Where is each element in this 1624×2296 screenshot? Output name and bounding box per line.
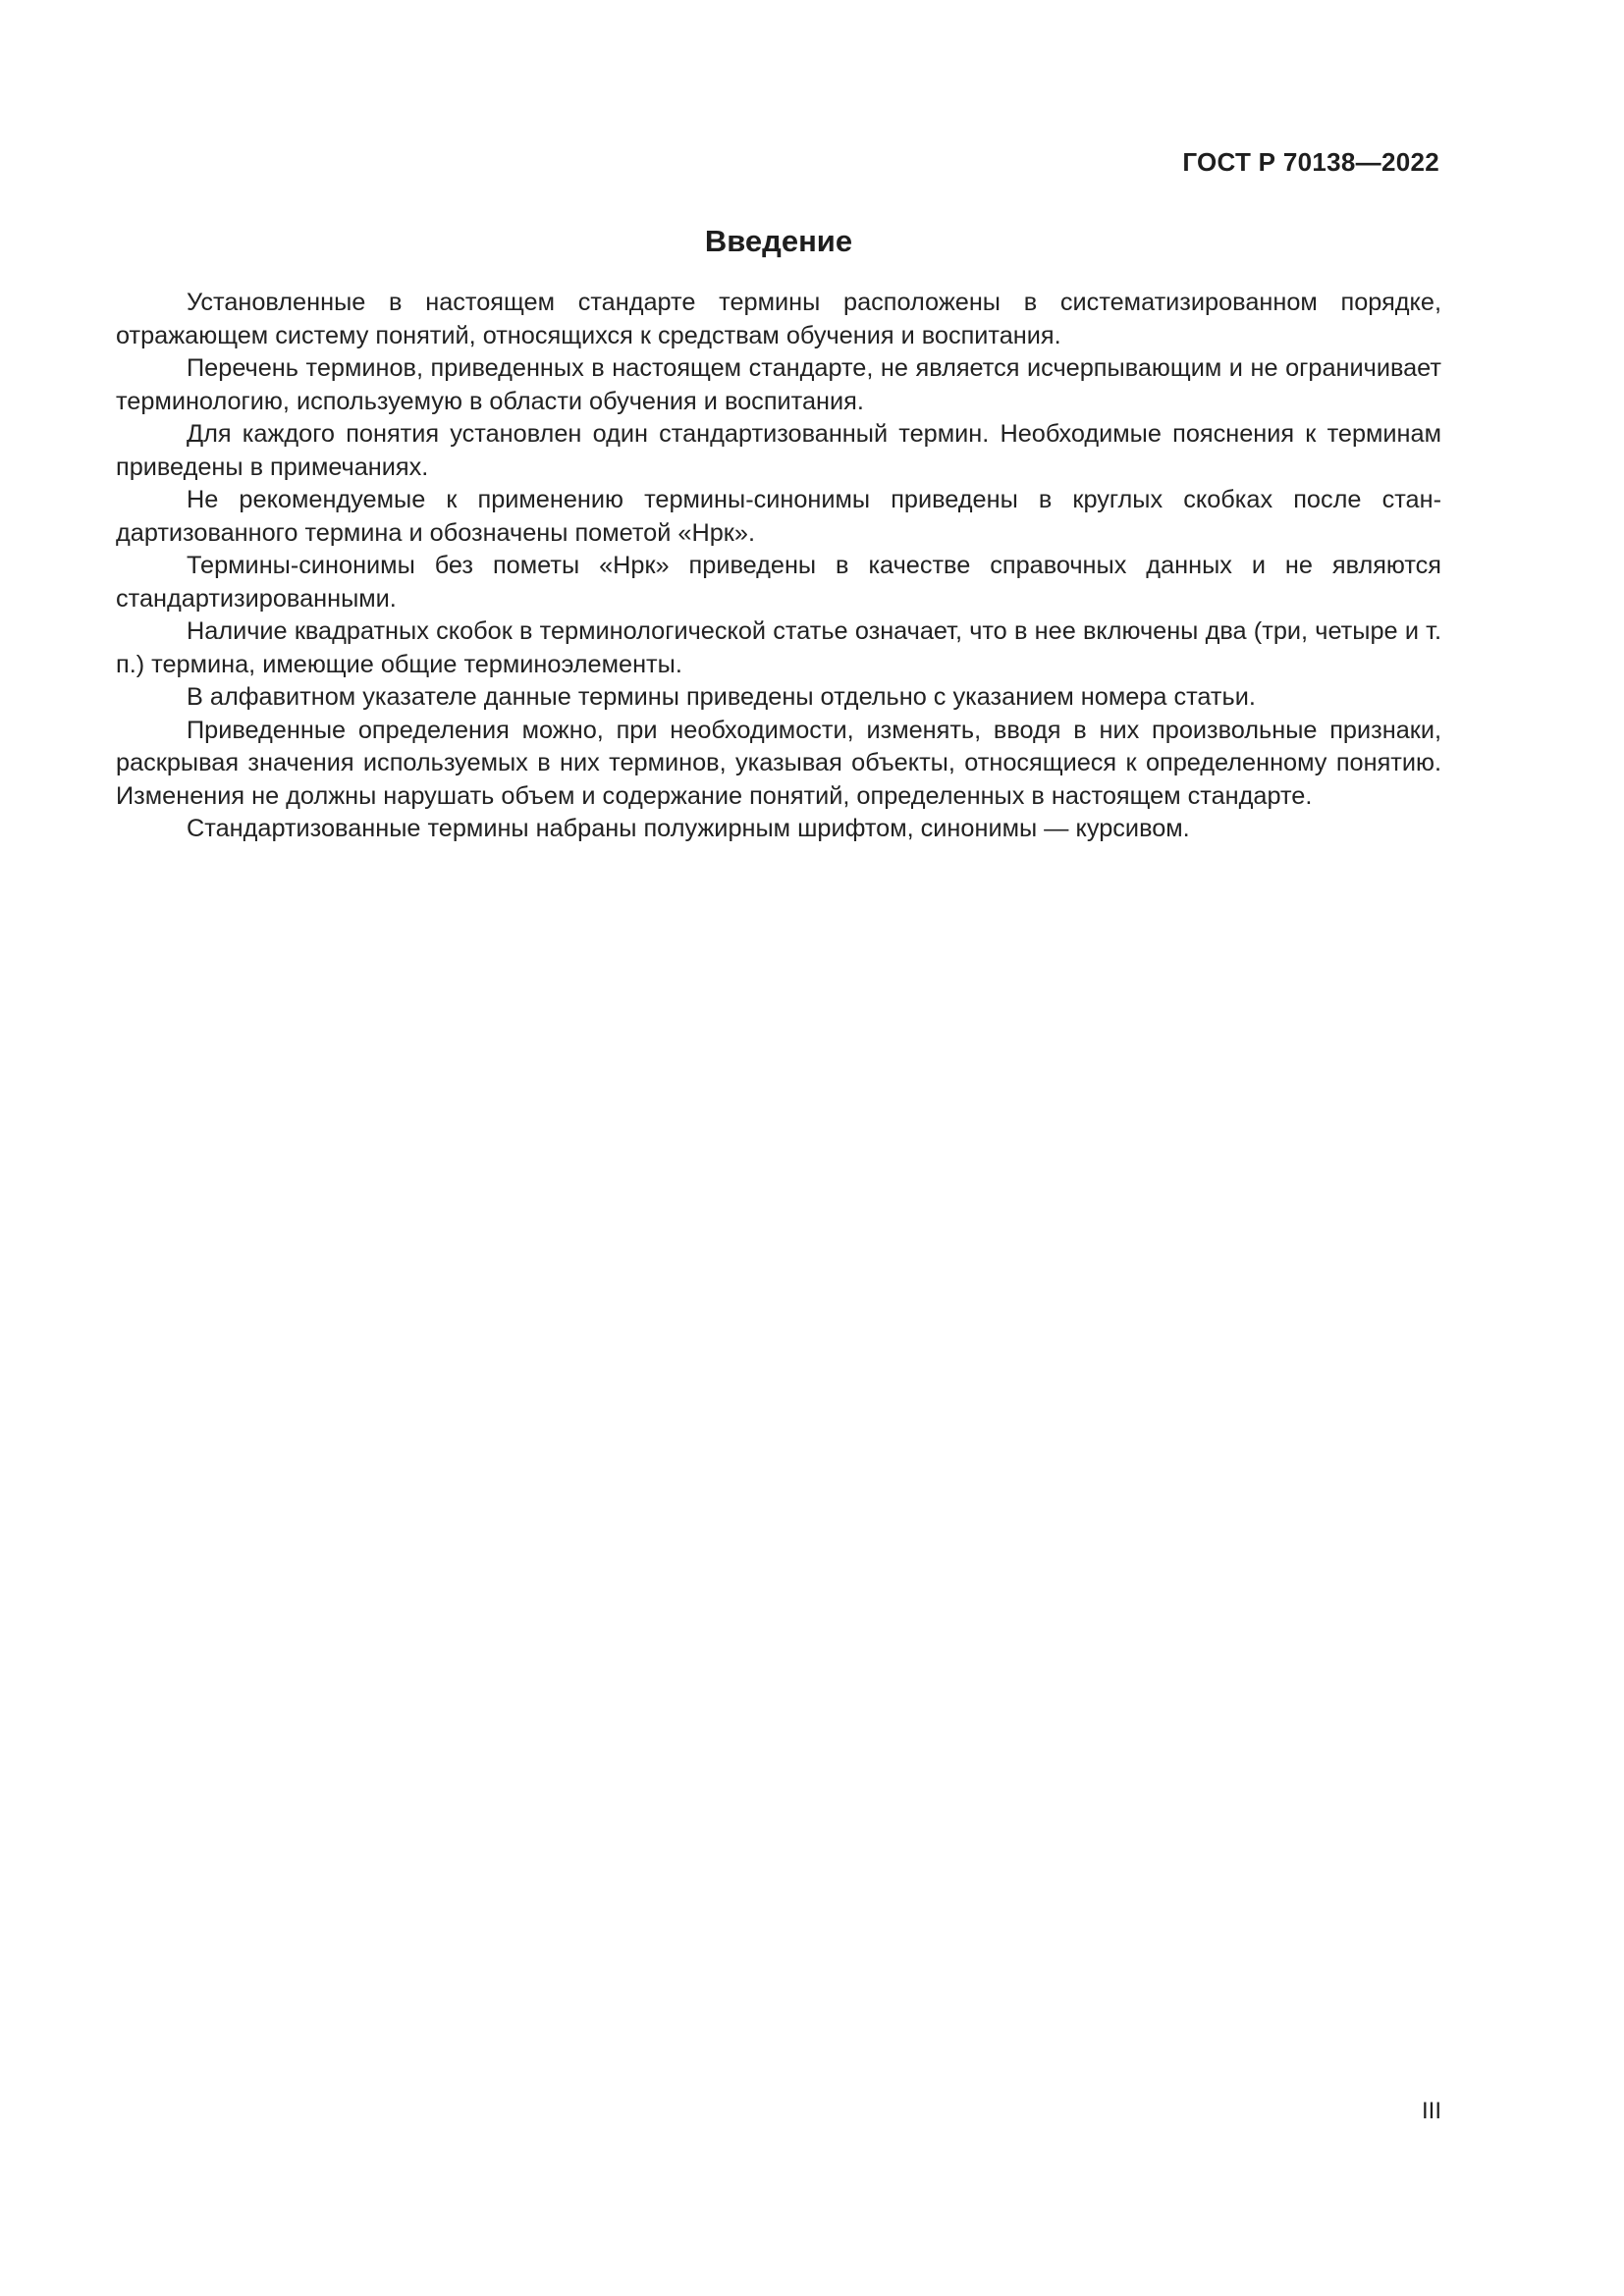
- paragraph: Термины-синонимы без пометы «Нрк» приведены в качестве справочных данных и не являются стандартизированными.: [116, 552, 1441, 613]
- paragraph: Приведенные определения можно, при необходимости, изменять, вводя в них произвольные признаки, раскрывая значения используемых в них терминов, указывая объекты, относящиеся к определенному понятию. Изменения не должны нарушать объем и содержание понятий, определенных в настоящем стандарте.: [116, 716, 1441, 810]
- paragraph: Наличие квадратных скобок в терминологической статье означает, что в нее включены два (три, четыре и т. п.) термина, имеющие общие терминоэлементы.: [116, 617, 1441, 678]
- paragraph: Не рекомендуемые к применению термины-синонимы приведены в круглых скобках после стандартизованного термина и обозначены пометой «Нрк».: [116, 486, 1441, 547]
- section-title: Введение: [704, 224, 853, 258]
- page-number: III: [1421, 2098, 1441, 2124]
- paragraph: В алфавитном указателе данные термины приведены отдельно с указанием номера статьи.: [187, 683, 1256, 711]
- paragraph: Для каждого понятия установлен один стандартизованный термин. Необходимые пояснения к терминам приведены в примечаниях.: [116, 420, 1441, 481]
- paragraph: Перечень терминов, приведенных в настоящем стандарте, не является исчерпывающим и не ограничивает терминологию, используемую в области обучения и воспитания.: [116, 354, 1441, 415]
- paragraph: Установленные в настоящем стандарте термины расположены в систематизированном порядке, отражающем систему понятий, относящихся к средствам обучения и воспитания.: [116, 289, 1441, 349]
- document-code: ГОСТ Р 70138—2022: [1182, 147, 1439, 177]
- introduction-body: [116, 287, 1441, 846]
- paragraph: Стандартизованные термины набраны полужирным шрифтом, синонимы — курсивом.: [187, 815, 1190, 842]
